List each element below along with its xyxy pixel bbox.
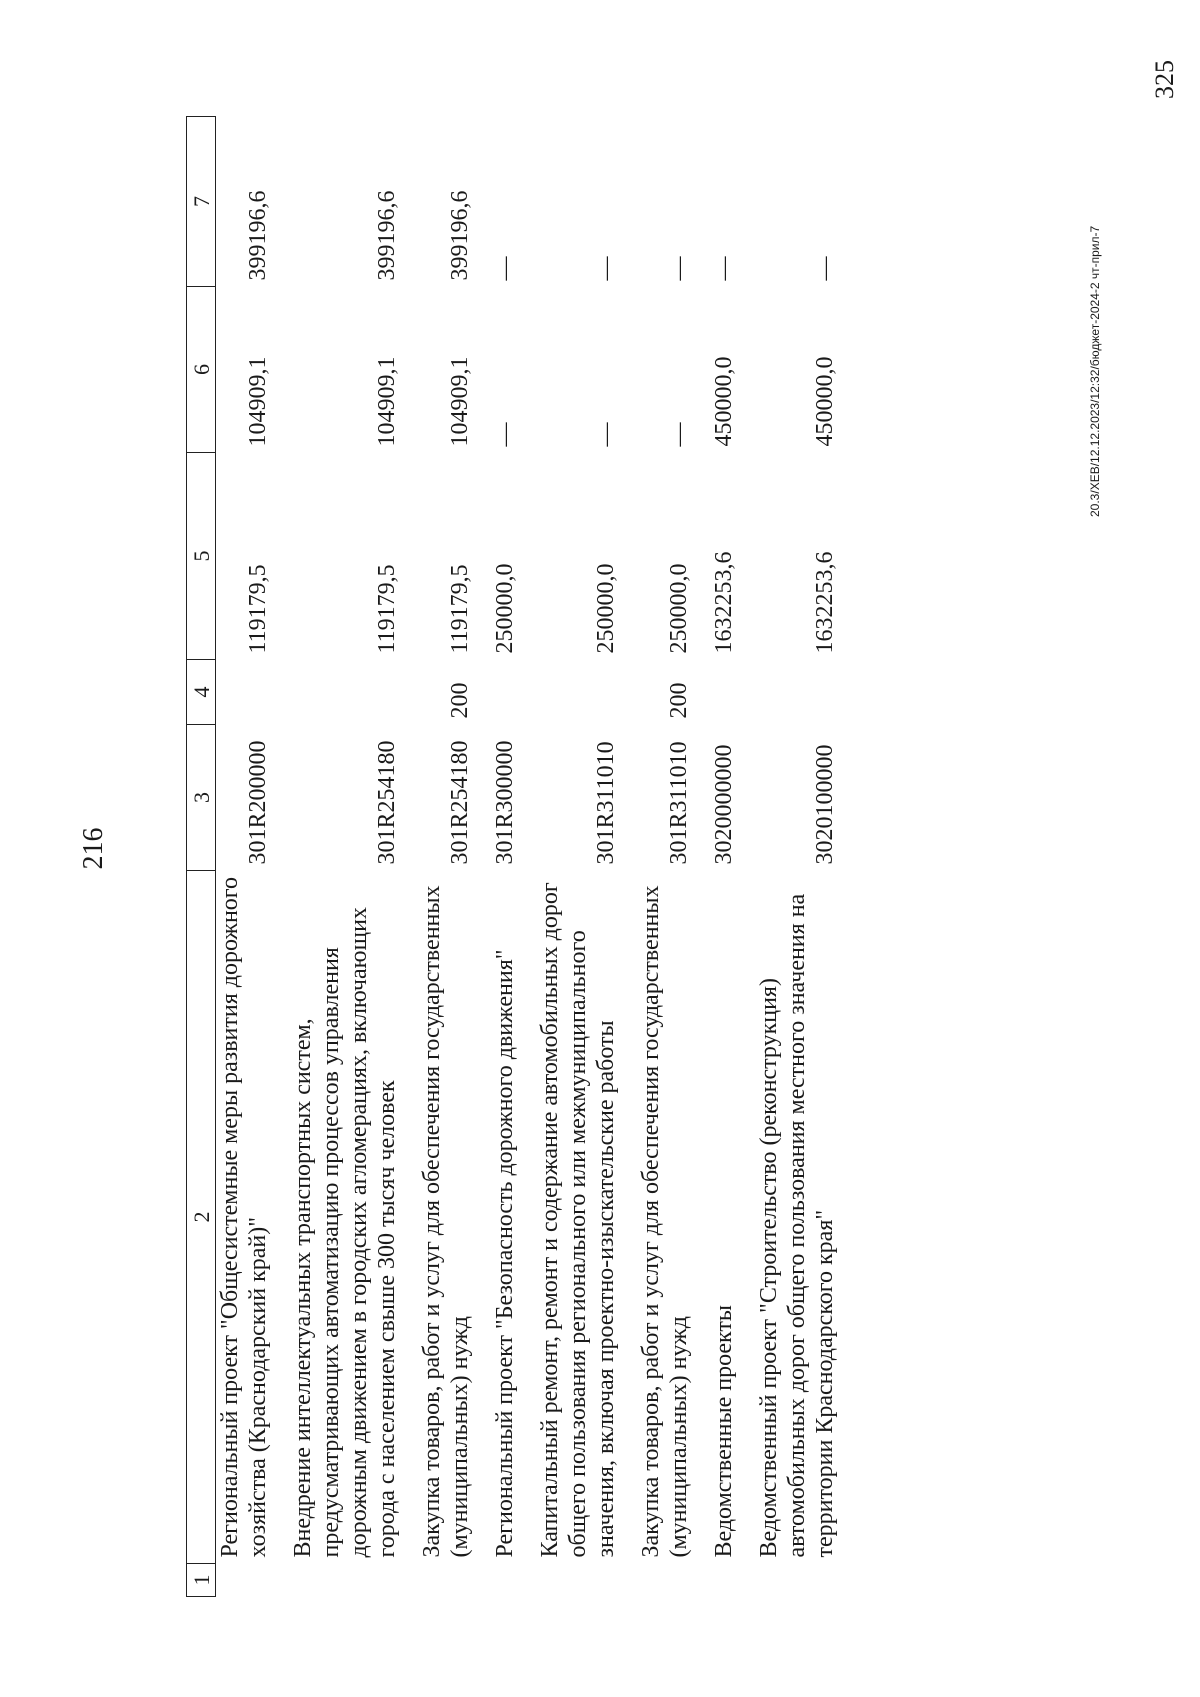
row-amount-col6: — — [492, 422, 518, 447]
header-col-2: 2 — [187, 871, 216, 1564]
row-index-cell — [752, 1564, 853, 1597]
row-expense-type — [488, 660, 533, 725]
row-amount-col6: 450000,0 — [711, 356, 737, 447]
table-row — [752, 117, 853, 1597]
row-amount-col6: 104909,1 — [447, 356, 473, 447]
row-amount-col5: 119179,5 — [447, 564, 473, 654]
row-amount-col5: 250000,0 — [593, 563, 619, 654]
row-amount-col5: 250000,0 — [666, 563, 692, 654]
row-target-code: 301R254180 — [447, 740, 473, 865]
row-index-cell — [634, 1564, 707, 1597]
row-amount-col6: — — [593, 422, 619, 447]
row-target-code: 301R200000 — [245, 740, 271, 865]
row-amount-col7: 399196,6 — [447, 190, 473, 281]
row-name: Капитальный ремонт, ремонт и содержание автомобильных дорог общего пользования регионального или межмуниципального значения, включая проектно-изыскательские работы — [537, 882, 619, 1558]
row-name: Закупка товаров, работ и услуг для обеспечения государственных (муниципальных) нужд — [638, 885, 692, 1558]
document-footer-code: 20.3/ХЕВ/12.12.2023/12:32/бюджет-2024-2 чт-прил-7 — [1088, 225, 1102, 517]
row-amount-col5: 119179,5 — [374, 564, 400, 654]
row-amount-col6: 450000,0 — [812, 356, 838, 447]
header-col-1: 1 — [187, 1564, 216, 1597]
row-target-code: 301R300000 — [492, 740, 518, 865]
row-index-cell — [488, 1564, 533, 1597]
row-amount-col5: 119179,5 — [245, 564, 271, 654]
row-index-cell — [707, 1564, 752, 1597]
row-name: Закупка товаров, работ и услуг для обеспечения государственных (муниципальных) нужд — [419, 885, 473, 1558]
row-amount-col7: 399196,6 — [374, 190, 400, 281]
row-target-code: 301R311010 — [593, 741, 619, 865]
row-amount-col6: 104909,1 — [245, 356, 271, 447]
row-expense-type — [216, 660, 287, 725]
row-amount-col7: — — [666, 256, 692, 281]
row-amount-col7: — — [492, 256, 518, 281]
row-expense-type: 200 — [666, 682, 692, 719]
budget-table — [186, 116, 853, 1597]
row-expense-type — [286, 660, 415, 725]
table-row — [634, 117, 707, 1597]
row-index-cell — [533, 1564, 634, 1597]
row-expense-type — [533, 660, 634, 725]
row-amount-col5: 1632253,6 — [812, 551, 838, 654]
row-expense-type — [752, 660, 853, 725]
row-name: Ведомственный проект "Строительство (реконструкция) автомобильных дорог общего пользования местного значения на территории Краснодарского края" — [756, 893, 838, 1558]
row-target-code: 301R254180 — [374, 740, 400, 865]
row-target-code: 301R311010 — [666, 741, 692, 865]
row-amount-col6: 104909,1 — [374, 356, 400, 447]
row-amount-col7: — — [711, 256, 737, 281]
table-row — [415, 117, 488, 1597]
row-name: Ведомственные проекты — [711, 1305, 737, 1558]
row-amount-col7: — — [812, 256, 838, 281]
row-amount-col5: 250000,0 — [492, 563, 518, 654]
row-name: Региональный проект "Безопасность дорожного движения" — [492, 949, 518, 1558]
header-row — [187, 117, 216, 1597]
sheet-number: 325 — [1150, 60, 1179, 99]
header-col-3: 3 — [187, 725, 216, 871]
row-amount-col5: 1632253,6 — [711, 551, 737, 654]
row-expense-type: 200 — [447, 682, 473, 719]
header-col-5: 5 — [187, 453, 216, 660]
row-name: Внедрение интеллектуальных транспортных систем, предусматривающих автоматизацию процессов управления дорожным движением в городских агломерациях, включающих города с населением свыше 300 тысяч человек — [290, 907, 400, 1558]
table-row — [216, 117, 287, 1597]
row-target-code: 3020100000 — [812, 744, 838, 865]
row-name: Региональный проект "Общесистемные меры развития дорожного хозяйства (Краснодарский край)" — [217, 876, 271, 1558]
page-number: 216 — [78, 827, 109, 870]
row-index-cell — [286, 1564, 415, 1597]
table-row — [707, 117, 752, 1597]
row-target-code: 3020000000 — [711, 744, 737, 865]
header-col-4: 4 — [187, 660, 216, 725]
table-row — [533, 117, 634, 1597]
row-index-cell — [415, 1564, 488, 1597]
row-amount-col7: 399196,6 — [245, 190, 271, 281]
row-index-cell — [216, 1564, 287, 1597]
row-expense-type — [707, 660, 752, 725]
row-amount-col6: — — [666, 422, 692, 447]
header-col-7: 7 — [187, 117, 216, 287]
table-row — [286, 117, 415, 1597]
row-amount-col7: — — [593, 256, 619, 281]
header-col-6: 6 — [187, 287, 216, 453]
table-row — [488, 117, 533, 1597]
